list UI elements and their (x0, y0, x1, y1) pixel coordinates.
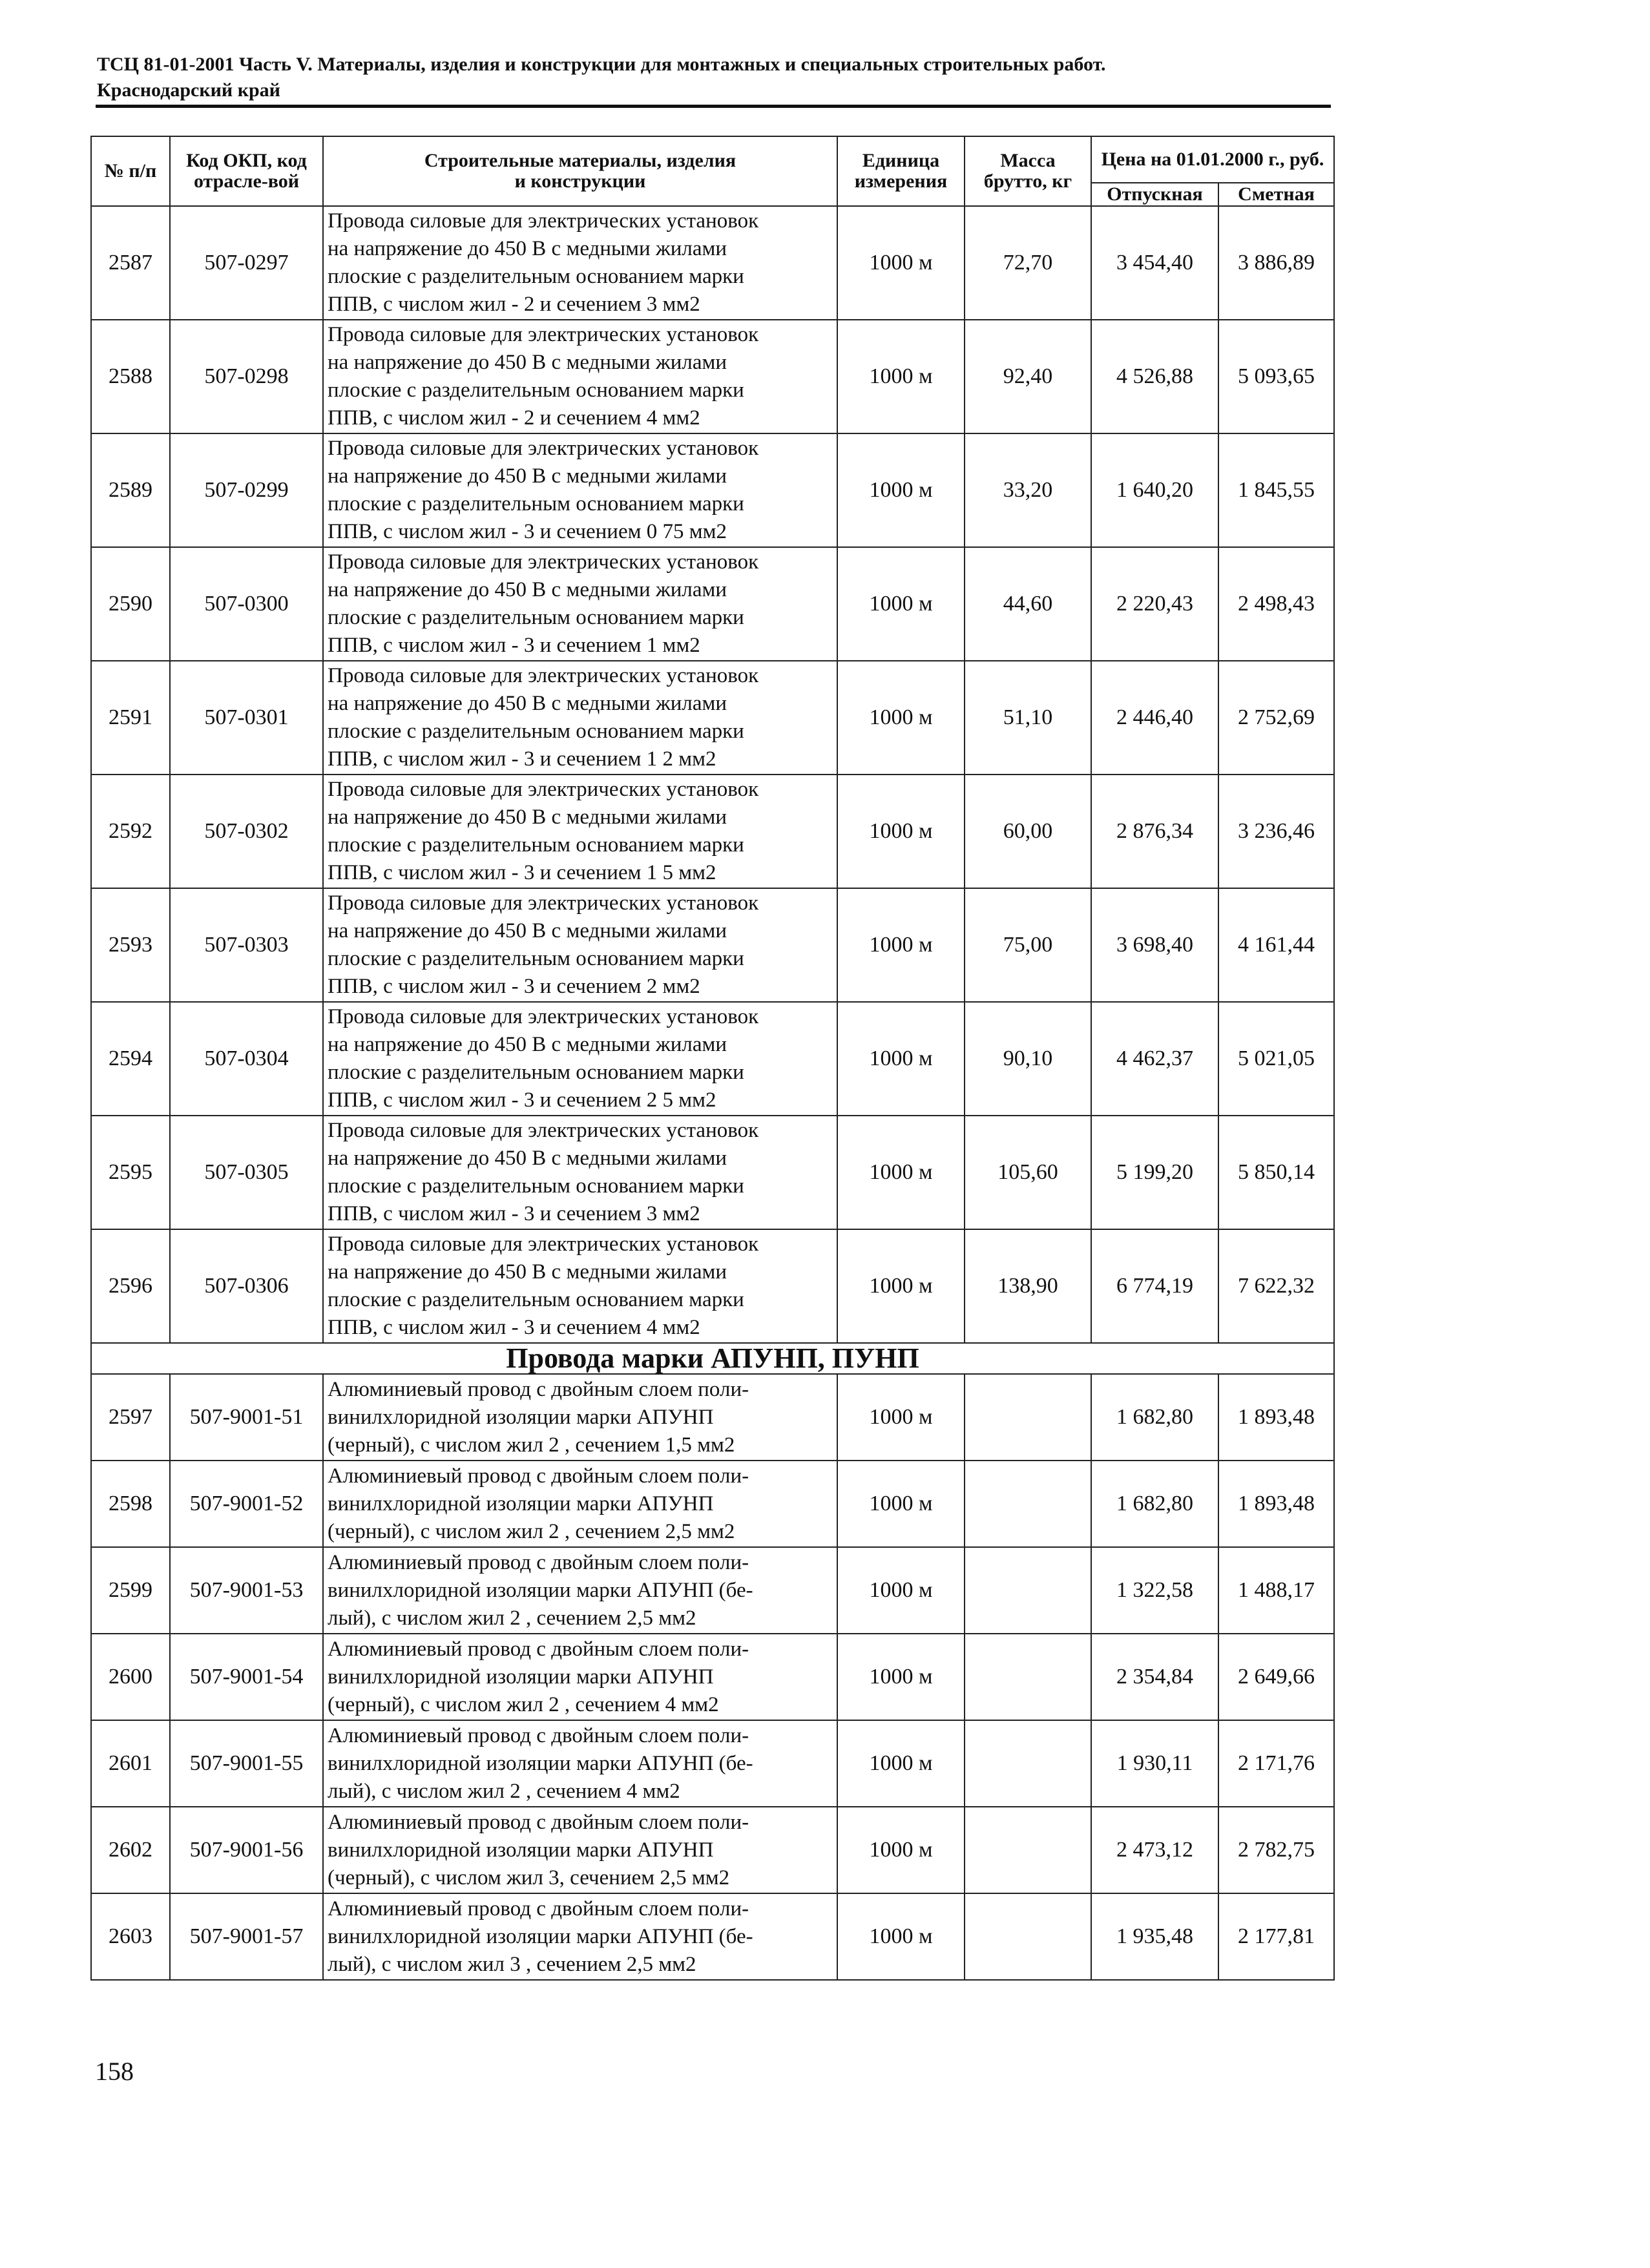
description-line: ППВ, с числом жил - 3 и сечением 2 мм2 (328, 975, 700, 998)
row-number: 2602 (91, 1807, 170, 1893)
row-price-estimate: 3 236,46 (1218, 775, 1334, 888)
row-description (323, 1461, 837, 1547)
table-row (91, 1547, 1334, 1634)
row-unit: 1000 м (837, 1807, 965, 1893)
table-row (91, 1807, 1334, 1893)
description-line: на напряжение до 450 В с медными жилами (328, 1147, 727, 1170)
row-price-estimate: 2 649,66 (1218, 1634, 1334, 1720)
description-line: Провода силовые для электрических установок (328, 1005, 759, 1028)
description-line: на напряжение до 450 В с медными жилами (328, 1033, 727, 1056)
row-unit: 1000 м (837, 1002, 965, 1116)
row-price-release: 2 876,34 (1091, 775, 1218, 888)
section-row (91, 1343, 1334, 1374)
row-mass: 75,00 (965, 888, 1091, 1002)
description-line: Алюминиевый провод с двойным слоем поли- (328, 1550, 749, 1574)
description-line: плоские с разделительным основанием марки (328, 947, 744, 970)
header-line-1: ТСЦ 81-01-2001 Часть V. Материалы, изделия и конструкции для монтажных и специальных строительных работ. (97, 54, 1106, 75)
row-number: 2589 (91, 433, 170, 547)
description-line: Алюминиевый провод с двойным слоем поли- (328, 1464, 749, 1488)
row-unit: 1000 м (837, 1116, 965, 1229)
table-row (91, 320, 1334, 433)
table-row (91, 775, 1334, 888)
table-row (91, 206, 1334, 320)
table-row (91, 1229, 1334, 1343)
row-description (323, 1634, 837, 1720)
description-line: Алюминиевый провод с двойным слоем поли- (328, 1897, 749, 1920)
description-line: на напряжение до 450 В с медными жилами (328, 351, 727, 374)
description-line: Алюминиевый провод с двойным слоем поли- (328, 1723, 749, 1747)
description-line: винилхлоридной изоляции марки АПУНП (328, 1405, 714, 1429)
row-number: 2592 (91, 775, 170, 888)
row-code: 507-9001-55 (170, 1720, 323, 1807)
row-description (323, 320, 837, 433)
description-line: Провода силовые для электрических установок (328, 437, 759, 460)
row-description (323, 1116, 837, 1229)
row-code: 507-9001-52 (170, 1461, 323, 1547)
row-unit: 1000 м (837, 206, 965, 320)
row-price-release: 1 930,11 (1091, 1720, 1218, 1807)
row-unit: 1000 м (837, 1229, 965, 1343)
row-mass (965, 1461, 1091, 1547)
description-line: Провода силовые для электрических установок (328, 891, 759, 915)
col-header-mass: Масса брутто, кг (965, 136, 1091, 206)
row-number: 2601 (91, 1720, 170, 1807)
description-line: плоские с разделительным основанием марки (328, 833, 744, 857)
row-price-estimate: 5 021,05 (1218, 1002, 1334, 1116)
row-unit: 1000 м (837, 1547, 965, 1634)
description-line: плоские с разделительным основанием марки (328, 379, 744, 402)
row-price-estimate: 1 893,48 (1218, 1374, 1334, 1461)
description-line: ППВ, с числом жил - 3 и сечением 1 мм2 (328, 634, 700, 657)
row-code: 507-9001-56 (170, 1807, 323, 1893)
row-number: 2599 (91, 1547, 170, 1634)
row-unit: 1000 м (837, 547, 965, 661)
description-line: (черный), с числом жил 3, сечением 2,5 мм2 (328, 1866, 730, 1889)
row-code: 507-0306 (170, 1229, 323, 1343)
row-description (323, 775, 837, 888)
row-description (323, 1807, 837, 1893)
row-number: 2597 (91, 1374, 170, 1461)
description-line: лый), с числом жил 2 , сечением 2,5 мм2 (328, 1606, 696, 1630)
table-row (91, 1893, 1334, 1980)
description-line: винилхлоридной изоляции марки АПУНП (328, 1665, 714, 1689)
row-number: 2600 (91, 1634, 170, 1720)
row-number: 2598 (91, 1461, 170, 1547)
row-code: 507-0302 (170, 775, 323, 888)
row-price-release: 1 640,20 (1091, 433, 1218, 547)
row-code: 507-9001-54 (170, 1634, 323, 1720)
row-mass: 33,20 (965, 433, 1091, 547)
row-price-release: 1 935,48 (1091, 1893, 1218, 1980)
row-number: 2594 (91, 1002, 170, 1116)
row-unit: 1000 м (837, 775, 965, 888)
row-price-estimate: 2 177,81 (1218, 1893, 1334, 1980)
row-number: 2603 (91, 1893, 170, 1980)
row-price-release: 1 682,80 (1091, 1374, 1218, 1461)
description-line: плоские с разделительным основанием марки (328, 265, 744, 288)
table-body-group-1 (91, 206, 1334, 1343)
row-description (323, 661, 837, 775)
description-line: (черный), с числом жил 2 , сечением 4 мм2 (328, 1692, 719, 1716)
description-line: винилхлоридной изоляции марки АПУНП (бе- (328, 1924, 753, 1948)
description-line: ППВ, с числом жил - 2 и сечением 4 мм2 (328, 406, 700, 430)
row-price-release: 2 220,43 (1091, 547, 1218, 661)
page-header (97, 52, 1324, 103)
row-unit: 1000 м (837, 1720, 965, 1807)
col-header-code: Код ОКП, код отрасле-вой (170, 136, 323, 206)
row-mass: 92,40 (965, 320, 1091, 433)
section-title: Провода марки АПУНП, ПУНП (91, 1343, 1334, 1374)
row-unit: 1000 м (837, 320, 965, 433)
description-line: на напряжение до 450 В с медными жилами (328, 464, 727, 488)
description-line: Провода силовые для электрических установок (328, 664, 759, 687)
row-unit: 1000 м (837, 1461, 965, 1547)
row-description (323, 206, 837, 320)
row-price-release: 5 199,20 (1091, 1116, 1218, 1229)
row-code: 507-0305 (170, 1116, 323, 1229)
table-row (91, 433, 1334, 547)
header-divider (96, 105, 1331, 108)
row-price-estimate: 5 093,65 (1218, 320, 1334, 433)
description-line: винилхлоридной изоляции марки АПУНП (бе- (328, 1751, 753, 1775)
table-row (91, 1461, 1334, 1547)
col-header-price-estimate: Сметная (1218, 183, 1334, 206)
row-price-release: 2 446,40 (1091, 661, 1218, 775)
row-price-estimate: 1 893,48 (1218, 1461, 1334, 1547)
row-mass (965, 1720, 1091, 1807)
row-mass: 60,00 (965, 775, 1091, 888)
description-line: на напряжение до 450 В с медными жилами (328, 237, 727, 260)
description-line: лый), с числом жил 2 , сечением 4 мм2 (328, 1779, 680, 1803)
row-number: 2591 (91, 661, 170, 775)
table-row (91, 1374, 1334, 1461)
row-description (323, 1002, 837, 1116)
row-price-estimate: 2 782,75 (1218, 1807, 1334, 1893)
row-price-release: 1 322,58 (1091, 1547, 1218, 1634)
description-line: лый), с числом жил 3 , сечением 2,5 мм2 (328, 1952, 696, 1976)
table-row (91, 1634, 1334, 1720)
row-mass: 44,60 (965, 547, 1091, 661)
row-code: 507-9001-53 (170, 1547, 323, 1634)
header-row-1 (91, 136, 1334, 183)
row-unit: 1000 м (837, 1634, 965, 1720)
row-code: 507-0297 (170, 206, 323, 320)
description-line: на напряжение до 450 В с медными жилами (328, 692, 727, 715)
row-price-release: 4 526,88 (1091, 320, 1218, 433)
row-number: 2593 (91, 888, 170, 1002)
row-mass (965, 1547, 1091, 1634)
row-code: 507-9001-51 (170, 1374, 323, 1461)
row-unit: 1000 м (837, 661, 965, 775)
description-line: ППВ, с числом жил - 3 и сечением 3 мм2 (328, 1202, 700, 1225)
description-line: Провода силовые для электрических установок (328, 550, 759, 574)
description-line: ППВ, с числом жил - 3 и сечением 1 2 мм2 (328, 747, 716, 771)
row-mass: 51,10 (965, 661, 1091, 775)
description-line: Алюминиевый провод с двойным слоем поли- (328, 1637, 749, 1661)
row-mass: 90,10 (965, 1002, 1091, 1116)
description-line: винилхлоридной изоляции марки АПУНП (328, 1492, 714, 1515)
description-line: плоские с разделительным основанием марки (328, 720, 744, 743)
row-description (323, 1893, 837, 1980)
row-mass: 105,60 (965, 1116, 1091, 1229)
description-line: ППВ, с числом жил - 3 и сечением 2 5 мм2 (328, 1088, 716, 1112)
col-header-name-line-1: Строительные материалы, изделия (424, 150, 736, 171)
row-price-estimate: 7 622,32 (1218, 1229, 1334, 1343)
row-unit: 1000 м (837, 433, 965, 547)
row-mass (965, 1634, 1091, 1720)
row-unit: 1000 м (837, 1374, 965, 1461)
row-description (323, 1547, 837, 1634)
description-line: Провода силовые для электрических установок (328, 209, 759, 233)
row-mass: 138,90 (965, 1229, 1091, 1343)
description-line: винилхлоридной изоляции марки АПУНП (бе- (328, 1578, 753, 1602)
row-price-estimate: 3 886,89 (1218, 206, 1334, 320)
col-header-name-line-2: и конструкции (514, 171, 646, 192)
row-price-estimate: 4 161,44 (1218, 888, 1334, 1002)
row-mass (965, 1807, 1091, 1893)
row-price-estimate: 2 752,69 (1218, 661, 1334, 775)
row-price-release: 3 454,40 (1091, 206, 1218, 320)
description-line: (черный), с числом жил 2 , сечением 2,5 мм2 (328, 1519, 735, 1543)
description-line: (черный), с числом жил 2 , сечением 1,5 мм2 (328, 1433, 735, 1457)
row-price-estimate: 2 171,76 (1218, 1720, 1334, 1807)
table-row (91, 1002, 1334, 1116)
description-line: на напряжение до 450 В с медными жилами (328, 919, 727, 942)
description-line: на напряжение до 450 В с медными жилами (328, 806, 727, 829)
col-header-num: № п/п (91, 136, 170, 206)
table-row (91, 661, 1334, 775)
description-line: плоские с разделительным основанием марки (328, 1174, 744, 1198)
row-price-release: 4 462,37 (1091, 1002, 1218, 1116)
col-header-price-release: Отпускная (1091, 183, 1218, 206)
table-section (91, 1343, 1334, 1374)
row-number: 2588 (91, 320, 170, 433)
row-code: 507-9001-57 (170, 1893, 323, 1980)
table-row (91, 547, 1334, 661)
row-description (323, 547, 837, 661)
description-line: плоские с разделительным основанием марки (328, 1288, 744, 1311)
row-price-estimate: 5 850,14 (1218, 1116, 1334, 1229)
row-code: 507-0304 (170, 1002, 323, 1116)
row-price-release: 1 682,80 (1091, 1461, 1218, 1547)
page-number: 158 (95, 2057, 134, 2086)
table-row (91, 888, 1334, 1002)
row-mass (965, 1893, 1091, 1980)
description-line: ППВ, с числом жил - 3 и сечением 1 5 мм2 (328, 861, 716, 884)
table-row (91, 1720, 1334, 1807)
row-number: 2587 (91, 206, 170, 320)
row-unit: 1000 м (837, 1893, 965, 1980)
table-row (91, 1116, 1334, 1229)
description-line: на напряжение до 450 В с медными жилами (328, 1260, 727, 1284)
description-line: плоские с разделительным основанием марки (328, 492, 744, 515)
row-price-release: 2 473,12 (1091, 1807, 1218, 1893)
row-price-release: 6 774,19 (1091, 1229, 1218, 1343)
row-price-release: 3 698,40 (1091, 888, 1218, 1002)
row-mass: 72,70 (965, 206, 1091, 320)
description-line: Провода силовые для электрических установок (328, 778, 759, 801)
row-code: 507-0301 (170, 661, 323, 775)
description-line: ППВ, с числом жил - 3 и сечением 0 75 мм2 (328, 520, 727, 543)
description-line: плоские с разделительным основанием марки (328, 1061, 744, 1084)
col-header-unit: Единица измерения (837, 136, 965, 206)
col-header-price-group: Цена на 01.01.2000 г., руб. (1091, 136, 1334, 183)
row-code: 507-0300 (170, 547, 323, 661)
row-code: 507-0299 (170, 433, 323, 547)
materials-table (90, 136, 1335, 1981)
row-mass (965, 1374, 1091, 1461)
row-description (323, 1374, 837, 1461)
row-price-estimate: 1 488,17 (1218, 1547, 1334, 1634)
description-line: Провода силовые для электрических установок (328, 1233, 759, 1256)
table-body-group-2 (91, 1374, 1334, 1980)
description-line: ППВ, с числом жил - 2 и сечением 3 мм2 (328, 293, 700, 316)
description-line: Провода силовые для электрических установок (328, 1119, 759, 1142)
description-line: Провода силовые для электрических установок (328, 323, 759, 346)
header-line-2: Краснодарский край (97, 79, 280, 101)
row-price-estimate: 1 845,55 (1218, 433, 1334, 547)
row-code: 507-0303 (170, 888, 323, 1002)
row-unit: 1000 м (837, 888, 965, 1002)
row-price-estimate: 2 498,43 (1218, 547, 1334, 661)
row-code: 507-0298 (170, 320, 323, 433)
description-line: на напряжение до 450 В с медными жилами (328, 578, 727, 601)
row-description (323, 1229, 837, 1343)
row-number: 2596 (91, 1229, 170, 1343)
row-description (323, 1720, 837, 1807)
row-number: 2590 (91, 547, 170, 661)
description-line: винилхлоридной изоляции марки АПУНП (328, 1838, 714, 1862)
row-description (323, 888, 837, 1002)
description-line: Алюминиевый провод с двойным слоем поли- (328, 1377, 749, 1401)
row-price-release: 2 354,84 (1091, 1634, 1218, 1720)
description-line: Алюминиевый провод с двойным слоем поли- (328, 1810, 749, 1834)
row-number: 2595 (91, 1116, 170, 1229)
col-header-name (323, 136, 837, 206)
description-line: плоские с разделительным основанием марки (328, 606, 744, 629)
description-line: ППВ, с числом жил - 3 и сечением 4 мм2 (328, 1316, 700, 1339)
row-description (323, 433, 837, 547)
